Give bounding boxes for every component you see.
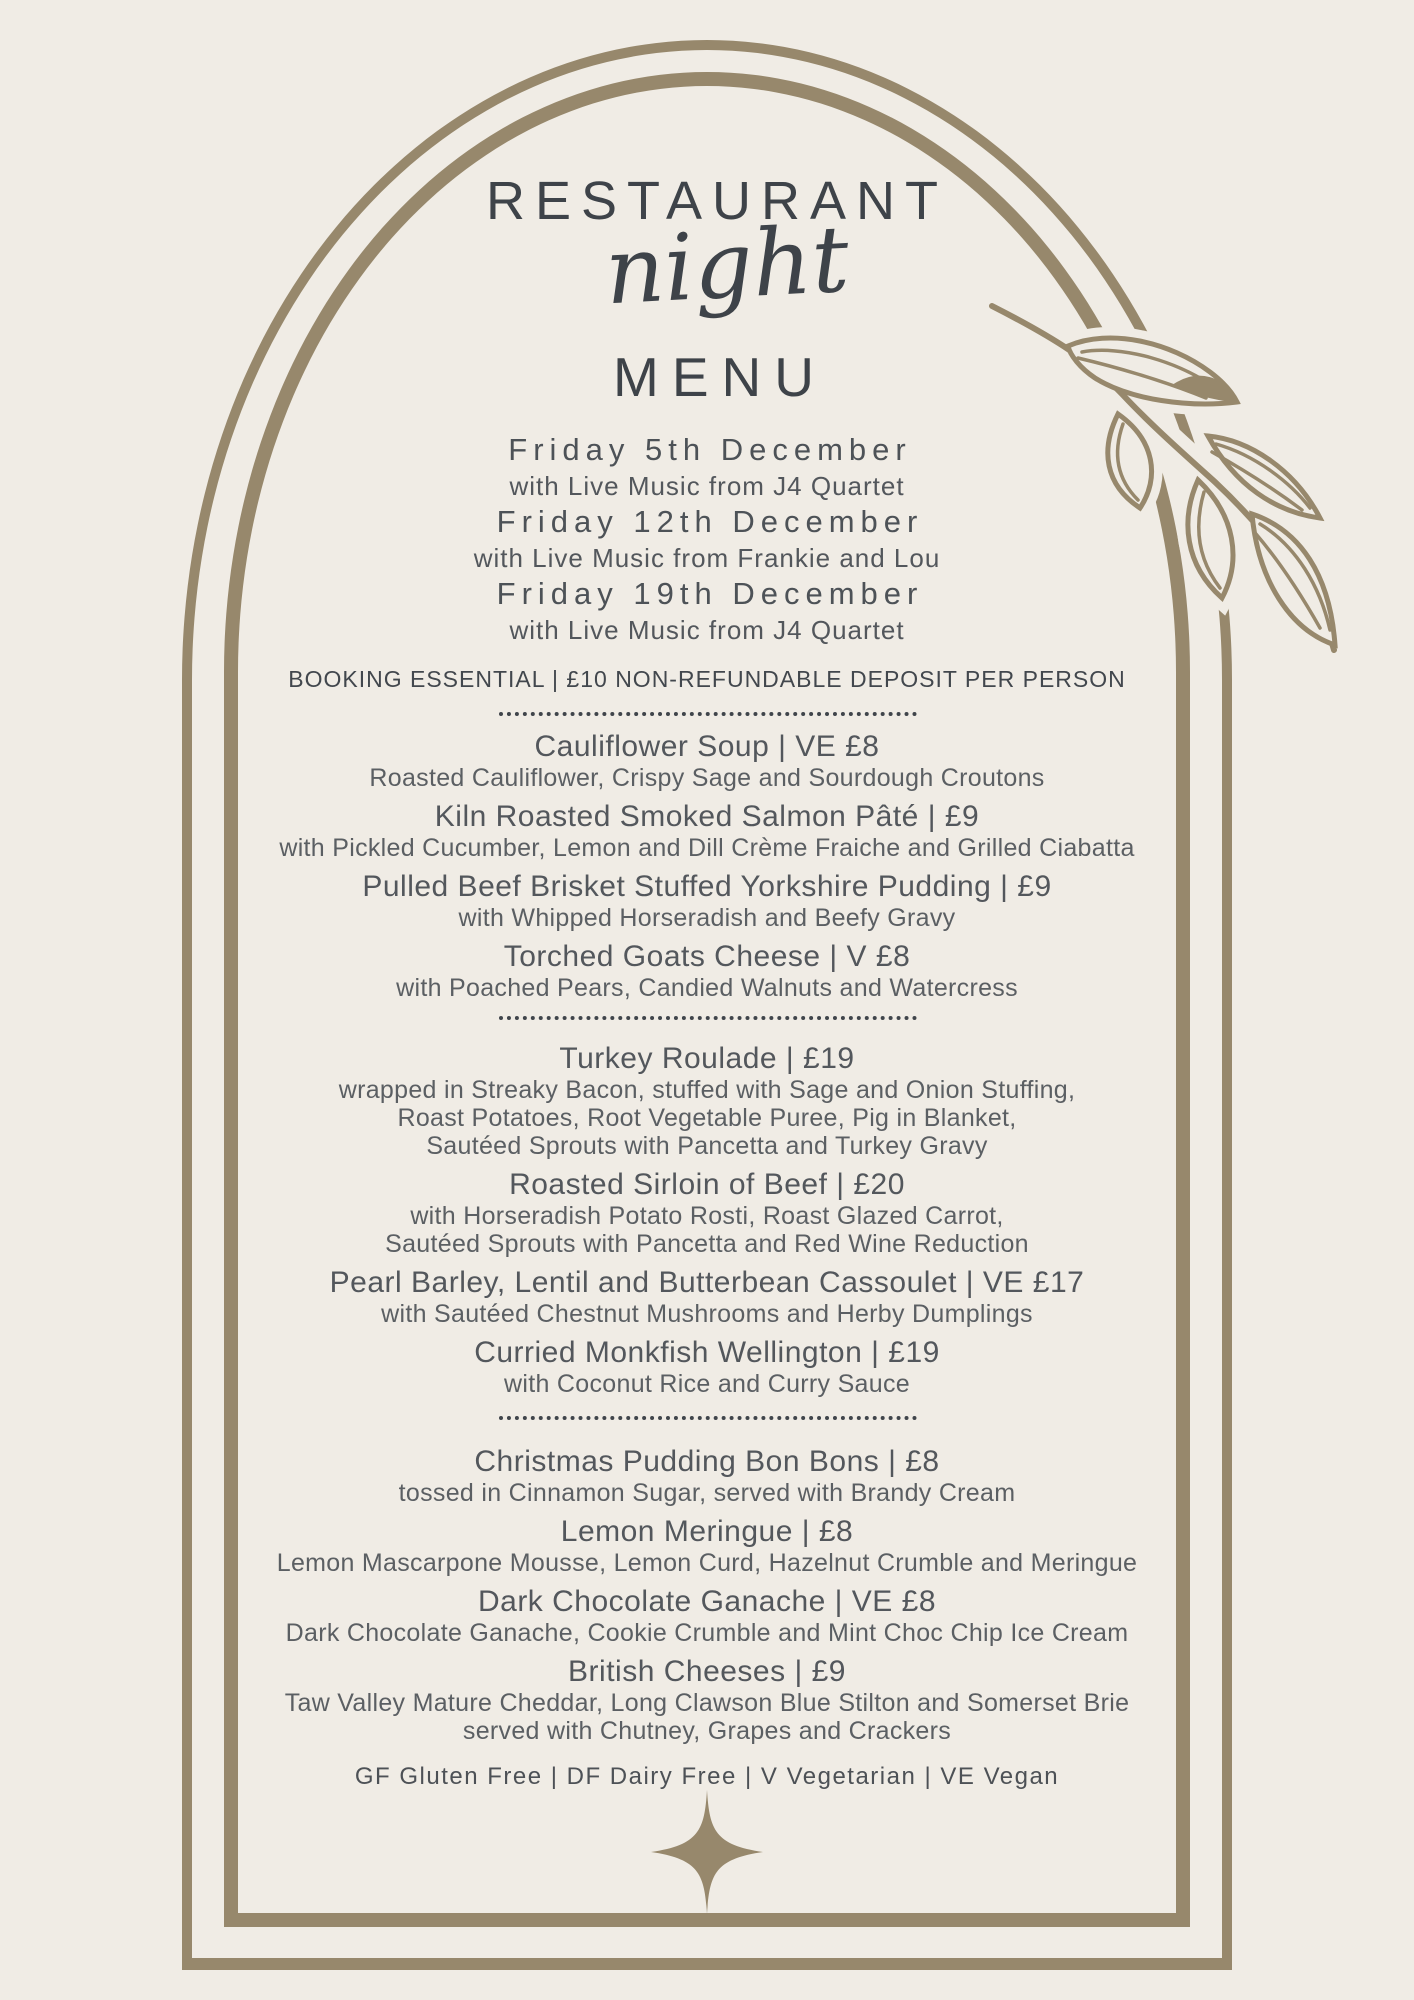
menu-item bbox=[157, 1445, 1257, 1507]
event-date: Friday 12th December bbox=[496, 504, 924, 539]
restaurant-title: RESTAURANT bbox=[485, 171, 949, 231]
item-title: Pulled Beef Brisket Stuffed Yorkshire Pudding | £9 bbox=[362, 870, 1052, 903]
menu-item bbox=[157, 870, 1257, 932]
event-note: with Live Music from Frankie and Lou bbox=[473, 543, 941, 573]
item-title: Pearl Barley, Lentil and Butterbean Cassoulet | VE £17 bbox=[329, 1266, 1085, 1299]
menu-item bbox=[157, 1655, 1257, 1745]
item-desc: with Horseradish Potato Rosti, Roast Glazed Carrot, bbox=[410, 1202, 1004, 1230]
event-date: Friday 19th December bbox=[496, 576, 924, 611]
item-title: Dark Chocolate Ganache | VE £8 bbox=[477, 1585, 937, 1618]
item-title: Torched Goats Cheese | V £8 bbox=[503, 940, 911, 973]
item-desc: Taw Valley Mature Cheddar, Long Clawson Blue Stilton and Somerset Brie bbox=[284, 1689, 1130, 1717]
item-desc: Sautéed Sprouts with Pancetta and Red Wine Reduction bbox=[385, 1230, 1029, 1258]
mains-section bbox=[157, 1042, 1257, 1406]
menu-item bbox=[157, 1266, 1257, 1328]
event-dates bbox=[157, 432, 1257, 648]
event-note: with Live Music from J4 Quartet bbox=[509, 471, 905, 501]
item-desc: served with Chutney, Grapes and Crackers bbox=[462, 1717, 952, 1745]
item-title: British Cheeses | £9 bbox=[568, 1655, 846, 1688]
menu-title: MENU bbox=[613, 346, 827, 408]
menu-item bbox=[157, 940, 1257, 1002]
item-desc: Lemon Mascarpone Mousse, Lemon Curd, Hazelnut Crumble and Meringue bbox=[276, 1549, 1138, 1577]
booking-note: BOOKING ESSENTIAL | £10 NON-REFUNDABLE DEPOSIT PER PERSON bbox=[288, 666, 1126, 692]
dotted-divider bbox=[499, 1016, 917, 1020]
night-script-title: night bbox=[602, 205, 852, 326]
item-desc: with Whipped Horseradish and Beefy Gravy bbox=[458, 904, 956, 932]
item-title: Christmas Pudding Bon Bons | £8 bbox=[474, 1445, 940, 1478]
item-desc: with Pickled Cucumber, Lemon and Dill Crème Fraiche and Grilled Ciabatta bbox=[279, 834, 1135, 862]
event-note: with Live Music from J4 Quartet bbox=[509, 615, 905, 645]
item-title: Cauliflower Soup | VE £8 bbox=[534, 730, 880, 763]
item-title: Turkey Roulade | £19 bbox=[559, 1042, 855, 1075]
event-date: Friday 5th December bbox=[508, 432, 912, 467]
starters-section bbox=[157, 730, 1257, 1010]
item-title: Lemon Meringue | £8 bbox=[560, 1515, 854, 1548]
dotted-divider bbox=[499, 712, 917, 716]
desserts-section bbox=[157, 1445, 1257, 1753]
item-title: Roasted Sirloin of Beef | £20 bbox=[509, 1168, 905, 1201]
item-title: Curried Monkfish Wellington | £19 bbox=[474, 1336, 940, 1369]
menu-item bbox=[157, 1585, 1257, 1647]
item-desc: Sautéed Sprouts with Pancetta and Turkey Gravy bbox=[426, 1132, 988, 1160]
menu-item bbox=[157, 1336, 1257, 1398]
menu-item bbox=[157, 730, 1257, 792]
item-title: Kiln Roasted Smoked Salmon Pâté | £9 bbox=[434, 800, 980, 833]
item-desc: Dark Chocolate Ganache, Cookie Crumble and Mint Choc Chip Ice Cream bbox=[285, 1619, 1129, 1647]
item-desc: with Coconut Rice and Curry Sauce bbox=[504, 1370, 910, 1398]
item-desc: Roasted Cauliflower, Crispy Sage and Sourdough Croutons bbox=[369, 764, 1045, 792]
dotted-divider bbox=[499, 1416, 917, 1420]
menu-item bbox=[157, 1168, 1257, 1258]
menu-item bbox=[157, 800, 1257, 862]
item-desc: tossed in Cinnamon Sugar, served with Brandy Cream bbox=[398, 1479, 1016, 1507]
menu-item bbox=[157, 1042, 1257, 1160]
menu-item bbox=[157, 1515, 1257, 1577]
item-desc: wrapped in Streaky Bacon, stuffed with Sage and Onion Stuffing, bbox=[338, 1076, 1076, 1104]
item-desc: with Poached Pears, Candied Walnuts and Watercress bbox=[396, 974, 1018, 1002]
dietary-key: GF Gluten Free | DF Dairy Free | V Vegetarian | VE Vegan bbox=[354, 1763, 1060, 1790]
item-desc: Roast Potatoes, Root Vegetable Puree, Pig in Blanket, bbox=[397, 1104, 1017, 1132]
item-desc: with Sautéed Chestnut Mushrooms and Herby Dumplings bbox=[381, 1300, 1033, 1328]
